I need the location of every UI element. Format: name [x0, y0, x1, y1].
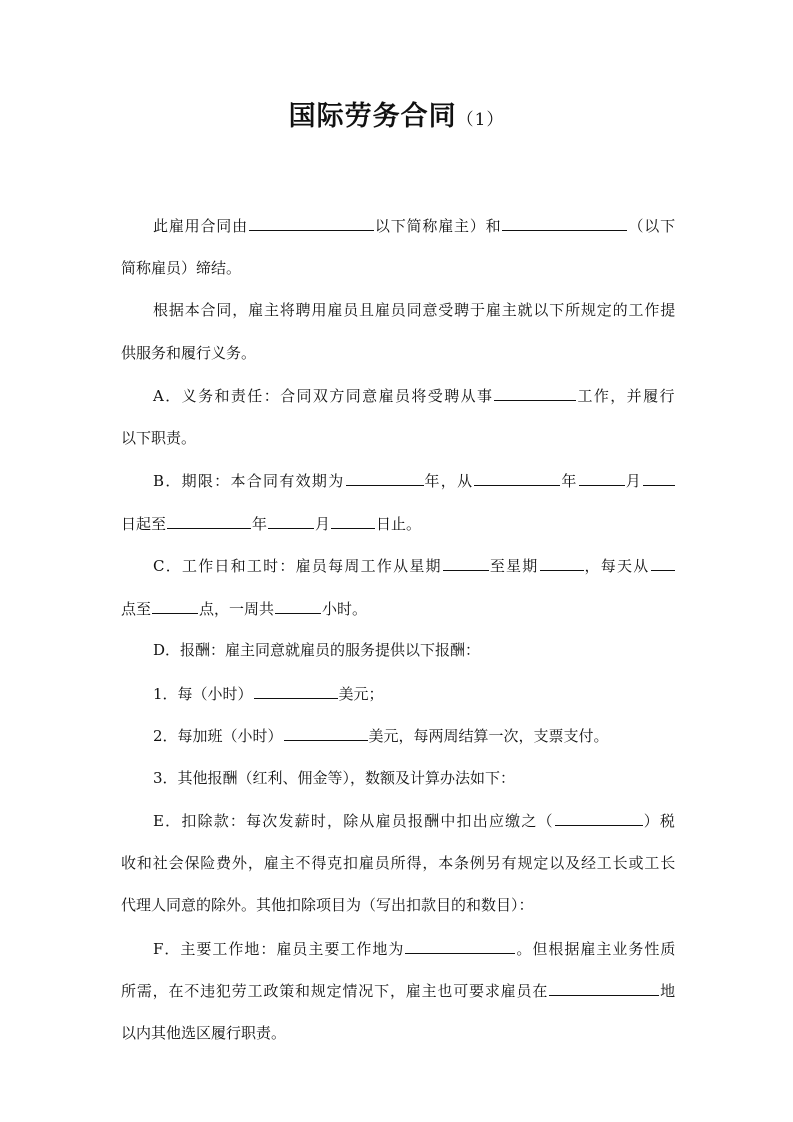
title-suffix: （1）	[456, 110, 505, 130]
text-segment: 年	[561, 472, 578, 490]
text-segment: 代理人同意的除外。其他扣除项目为（写出扣款目的和数目）：	[121, 896, 534, 914]
text-segment: 此雇用合同由	[153, 217, 248, 235]
text-segment: ，每天从	[584, 557, 650, 575]
clause-d-line-1	[153, 638, 676, 662]
clause-e-line-3	[121, 893, 676, 917]
text-segment: 以下职责。	[121, 429, 197, 447]
text-segment: 供服务和履行义务。	[121, 344, 257, 362]
para-basis-line-2	[121, 341, 676, 365]
blank-workday-from[interactable]	[443, 553, 489, 571]
text-segment: 年	[252, 515, 268, 533]
text-segment: 3．其他报酬（红利、佣金等），数额及计算办法如下：	[153, 769, 516, 787]
text-segment: D．报酬：雇主同意就雇员的服务提供以下报酬：	[153, 641, 481, 659]
text-segment: 所需，在不违犯劳工政策和规定情况下，雇主也可要求雇员在	[121, 982, 549, 1000]
clause-b-line-2	[121, 511, 676, 535]
text-segment: C．工作日和工时：雇员每周工作从星期	[153, 557, 442, 575]
text-segment: 月	[315, 515, 331, 533]
text-segment: 日起至	[121, 515, 167, 533]
para-intro-line-1	[153, 213, 676, 237]
clause-d-item-1	[153, 681, 676, 705]
text-segment: 美元；	[338, 685, 384, 703]
text-segment: 点至	[121, 600, 152, 618]
blank-tax-type[interactable]	[555, 808, 643, 826]
clause-e-line-1	[153, 808, 676, 832]
blank-employee-name[interactable]	[502, 213, 627, 231]
blank-end-day[interactable]	[331, 511, 375, 529]
clause-e-line-2	[121, 851, 676, 875]
text-segment: 收和社会保险费外，雇主不得克扣雇员所得，本条例另有规定以及经工长或工长	[121, 854, 677, 872]
blank-end-year[interactable]	[167, 511, 251, 529]
text-segment: 1．每（小时）	[153, 685, 253, 703]
clause-d-item-2	[153, 723, 676, 747]
blank-hour-from[interactable]	[651, 553, 675, 571]
clause-f-line-1	[153, 936, 676, 960]
blank-hourly-rate[interactable]	[254, 681, 338, 699]
text-segment: （以下	[628, 217, 676, 235]
blank-weekly-hours[interactable]	[275, 596, 321, 614]
clause-a-line-2	[121, 426, 676, 450]
blank-overtime-rate[interactable]	[284, 723, 368, 741]
clause-f-line-2	[121, 978, 676, 1002]
clause-b-line-1	[153, 468, 676, 492]
clause-c-line-1	[153, 553, 676, 577]
text-segment: F．主要工作地：雇员主要工作地为	[153, 940, 405, 958]
para-basis-line-1	[153, 298, 676, 322]
blank-start-day[interactable]	[643, 468, 675, 486]
clause-f-line-3	[121, 1021, 676, 1045]
clause-c-line-2	[121, 596, 676, 620]
text-segment: 日止。	[376, 515, 422, 533]
text-segment: 简称雇员）缔结。	[121, 259, 242, 277]
text-segment: A．义务和责任：合同双方同意雇员将受聘从事	[153, 387, 494, 405]
para-intro-line-2	[121, 256, 676, 280]
document-title	[0, 94, 793, 133]
text-segment: ）税	[643, 812, 677, 830]
blank-employer-name[interactable]	[249, 213, 374, 231]
text-segment: 年，从	[424, 472, 474, 490]
text-segment: 2．每加班（小时）	[153, 727, 283, 745]
text-segment: 根据本合同，雇主将聘用雇员且雇员同意受聘于雇主就以下所规定的工作提	[153, 301, 677, 319]
text-segment: 地	[660, 982, 676, 1000]
blank-hour-to[interactable]	[152, 596, 198, 614]
clause-d-item-3	[153, 766, 676, 790]
blank-job-title[interactable]	[494, 383, 576, 401]
text-segment: B．期限：本合同有效期为	[153, 472, 345, 490]
text-segment: 美元，每两周结算一次，支票支付。	[368, 727, 609, 745]
text-segment: 至星期	[489, 557, 539, 575]
blank-workday-to[interactable]	[540, 553, 584, 571]
text-segment: 以下简称雇主）和	[374, 217, 502, 235]
blank-work-location[interactable]	[405, 936, 515, 954]
text-segment: 工作，并履行	[577, 387, 676, 405]
blank-end-month[interactable]	[268, 511, 314, 529]
text-segment: E．扣除款：每次发薪时，除从雇员报酬中扣出应缴之（	[153, 812, 554, 830]
clause-a-line-1	[153, 383, 676, 407]
title-main: 国际劳务合同	[288, 101, 457, 132]
blank-area[interactable]	[549, 978, 659, 996]
text-segment: 。但根据雇主业务性质	[516, 940, 677, 958]
text-segment: 月	[625, 472, 642, 490]
text-segment: 小时。	[322, 600, 368, 618]
blank-start-month[interactable]	[579, 468, 625, 486]
text-segment: 点，一周共	[199, 600, 275, 618]
text-segment: 以内其他选区履行职责。	[121, 1024, 287, 1042]
blank-term-years[interactable]	[346, 468, 424, 486]
blank-start-year[interactable]	[474, 468, 560, 486]
